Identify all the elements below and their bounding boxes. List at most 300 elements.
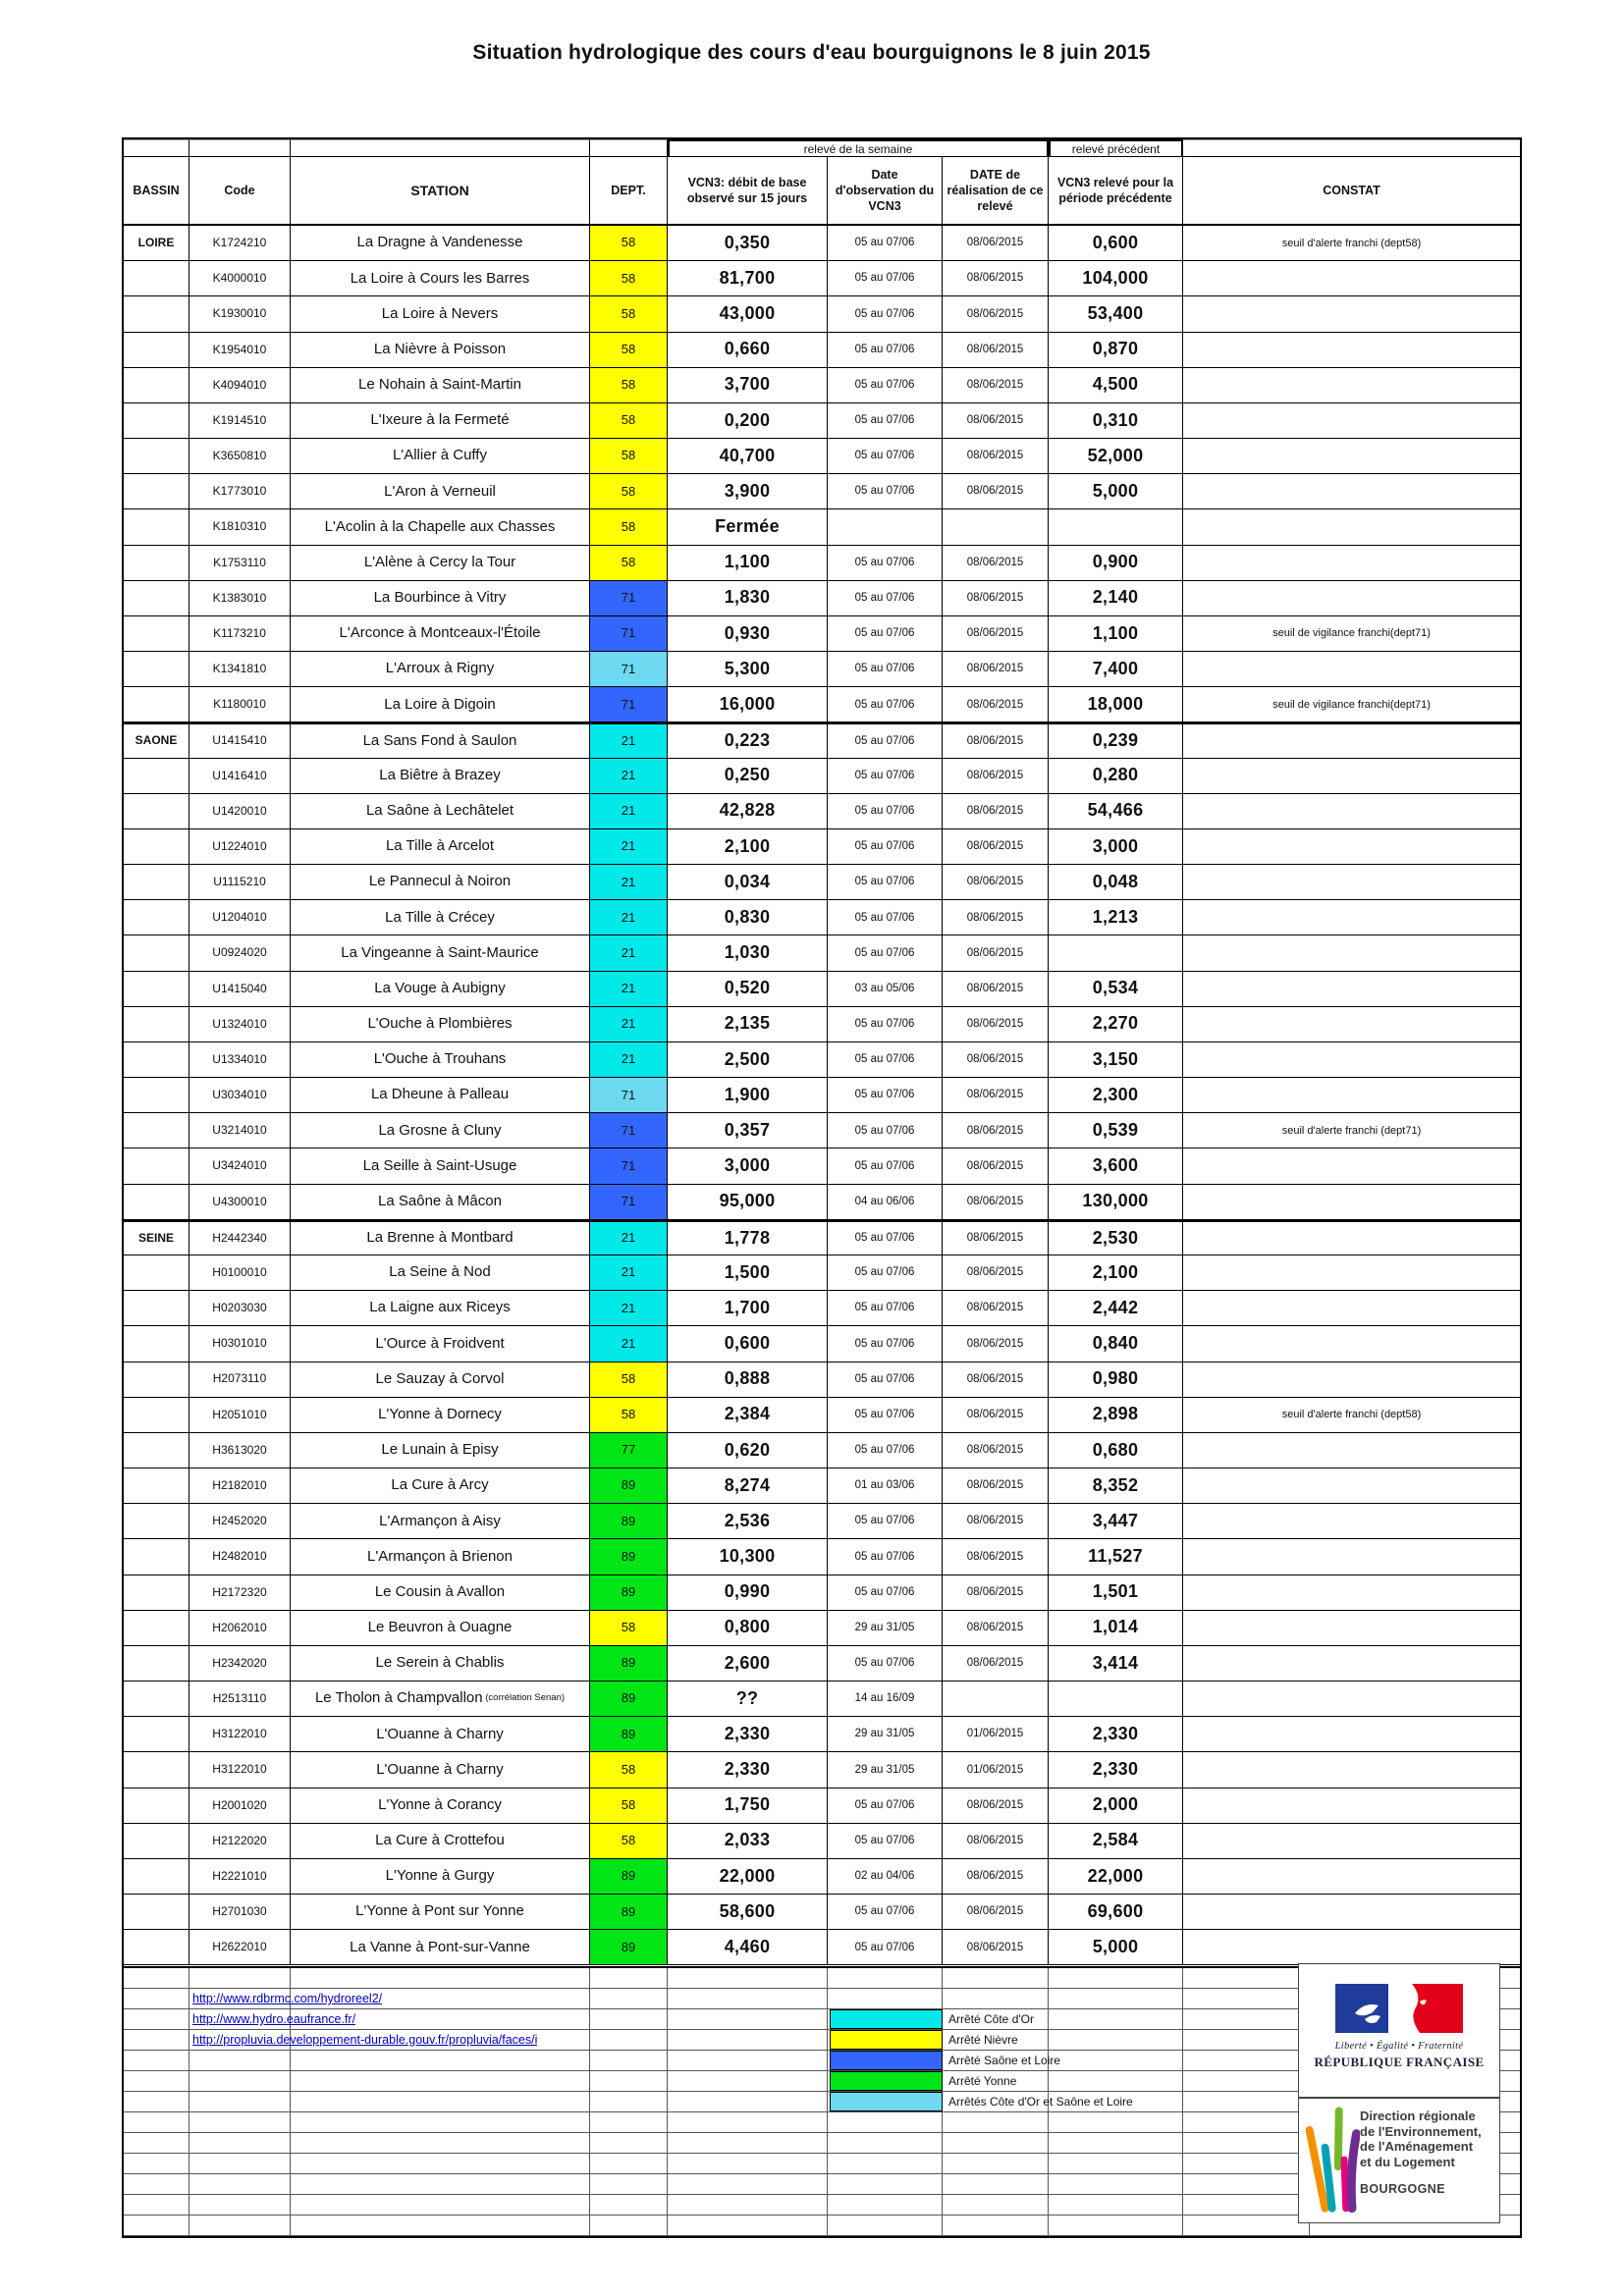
vcn3-value: 1,100 [668, 546, 828, 581]
dept-badge: 58 [590, 1611, 668, 1646]
obs-date-cell: 01 au 03/06 [828, 1468, 943, 1504]
real-date-cell: 08/06/2015 [943, 1575, 1049, 1611]
footer-cell [124, 2154, 189, 2174]
dept-badge: 89 [590, 1539, 668, 1575]
station-cell: La Vingeanne à Saint-Maurice [291, 935, 590, 971]
vcn3-value: 2,500 [668, 1042, 828, 1078]
link-propluvia[interactable]: http://propluvia.developpement-durable.gouv.fr/propluvia/faces/i [192, 2033, 538, 2047]
station-note: (corrélation Senan) [482, 1692, 566, 1704]
obs-date-cell: 05 au 07/06 [828, 226, 943, 261]
constat-cell [1183, 1895, 1520, 1930]
french-flag-marianne-icon [1325, 1984, 1473, 2033]
constat-cell: seuil d'alerte franchi (dept58) [1183, 226, 1520, 261]
footer-cell [828, 2195, 943, 2216]
vcn3-prev-value: 0,280 [1049, 759, 1183, 794]
vcn3-prev-value: 0,680 [1049, 1433, 1183, 1468]
bassin-cell [124, 1646, 189, 1682]
band-cell [124, 139, 189, 157]
obs-date-cell: 05 au 07/06 [828, 1539, 943, 1575]
vcn3-prev-value [1049, 935, 1183, 971]
constat-cell [1183, 1007, 1520, 1042]
footer-cell [668, 2154, 828, 2174]
vcn3-value: 1,030 [668, 935, 828, 971]
vcn3-value: 2,033 [668, 1824, 828, 1859]
dreal-title-line: et du Logement [1360, 2154, 1455, 2169]
code-cell: H0203030 [189, 1291, 291, 1326]
hydrology-table [122, 137, 1522, 1968]
code-cell: H2482010 [189, 1539, 291, 1575]
real-date-cell: 08/06/2015 [943, 972, 1049, 1007]
constat-cell [1183, 1752, 1520, 1788]
real-date-cell: 08/06/2015 [943, 900, 1049, 935]
bassin-cell [124, 1398, 189, 1433]
real-date-cell: 08/06/2015 [943, 794, 1049, 829]
vcn3-prev-value: 2,330 [1049, 1717, 1183, 1752]
code-cell: K1341810 [189, 652, 291, 687]
vcn3-value: 0,200 [668, 403, 828, 439]
real-date-cell: 08/06/2015 [943, 1895, 1049, 1930]
vcn3-value: 3,000 [668, 1148, 828, 1184]
obs-date-cell: 05 au 07/06 [828, 759, 943, 794]
vcn3-prev-value: 11,527 [1049, 1539, 1183, 1575]
obs-date-cell: 05 au 07/06 [828, 616, 943, 652]
obs-date-cell: 05 au 07/06 [828, 1078, 943, 1113]
station-cell: La Saône à Mâcon [291, 1185, 590, 1220]
station-cell: L'Yonne à Pont sur Yonne [291, 1895, 590, 1930]
station-cell: Le Tholon à Champvallon (corrélation Senan) [291, 1682, 590, 1717]
vcn3-value: 0,600 [668, 1326, 828, 1362]
station-cell: Le Serein à Chablis [291, 1646, 590, 1682]
footer-cell [1049, 2009, 1183, 2030]
footer-cell [828, 2112, 943, 2133]
obs-date-cell: 05 au 07/06 [828, 1007, 943, 1042]
obs-date-cell: 05 au 07/06 [828, 368, 943, 403]
constat-cell: seuil d'alerte franchi (dept58) [1183, 1398, 1520, 1433]
constat-cell [1183, 1824, 1520, 1859]
footer-cell [1183, 2009, 1310, 2030]
station-cell: La Laigne aux Riceys [291, 1291, 590, 1326]
bassin-cell [124, 1148, 189, 1184]
constat-cell [1183, 900, 1520, 935]
obs-date-cell: 05 au 07/06 [828, 935, 943, 971]
vcn3-value: 0,660 [668, 333, 828, 368]
footer-cell [590, 2009, 668, 2030]
footer-cell [668, 2112, 828, 2133]
footer-cell [943, 2133, 1049, 2154]
station-cell: La Brenne à Montbard [291, 1220, 590, 1255]
vcn3-prev-value: 104,000 [1049, 261, 1183, 296]
dept-badge: 58 [590, 333, 668, 368]
footer-cell [189, 2195, 291, 2216]
bassin-cell [124, 1291, 189, 1326]
real-date-cell: 08/06/2015 [943, 474, 1049, 509]
station-cell: Le Beuvron à Ouagne [291, 1611, 590, 1646]
vcn3-prev-value: 0,539 [1049, 1113, 1183, 1148]
dreal-title-line: Direction régionale [1360, 2109, 1476, 2123]
constat-cell [1183, 1789, 1520, 1824]
footer-cell [124, 2071, 189, 2092]
code-cell: H2001020 [189, 1789, 291, 1824]
obs-date-cell: 05 au 07/06 [828, 1148, 943, 1184]
constat-cell [1183, 1468, 1520, 1504]
footer-cell [124, 2112, 189, 2133]
real-date-cell: 08/06/2015 [943, 1859, 1049, 1895]
bassin-cell [124, 1078, 189, 1113]
vcn3-value: 2,135 [668, 1007, 828, 1042]
vcn3-value: 0,223 [668, 722, 828, 758]
vcn3-value: 0,800 [668, 1611, 828, 1646]
real-date-cell: 08/06/2015 [943, 1433, 1049, 1468]
constat-cell [1183, 1291, 1520, 1326]
vcn3-prev-value: 2,100 [1049, 1255, 1183, 1291]
real-date-cell: 08/06/2015 [943, 1291, 1049, 1326]
obs-date-cell: 05 au 07/06 [828, 1113, 943, 1148]
code-cell: U0924020 [189, 935, 291, 971]
dept-badge: 58 [590, 261, 668, 296]
footer-cell [590, 2154, 668, 2174]
constat-cell [1183, 333, 1520, 368]
station-cell: L'Alène à Cercy la Tour [291, 546, 590, 581]
dept-badge: 21 [590, 1255, 668, 1291]
dept-badge: 21 [590, 865, 668, 900]
dept-badge: 58 [590, 546, 668, 581]
station-cell: La Tille à Crécey [291, 900, 590, 935]
vcn3-prev-value: 54,466 [1049, 794, 1183, 829]
dreal-bourgogne-logo [1298, 2098, 1500, 2223]
footer-cell [668, 2133, 828, 2154]
vcn3-prev-value: 2,000 [1049, 1789, 1183, 1824]
dept-badge: 21 [590, 1326, 668, 1362]
station-cell: Le Nohain à Saint-Martin [291, 368, 590, 403]
real-date-cell [943, 509, 1049, 545]
footer-cell [590, 1968, 668, 1989]
obs-date-cell: 05 au 07/06 [828, 794, 943, 829]
bassin-cell [124, 1717, 189, 1752]
dept-badge: 77 [590, 1433, 668, 1468]
obs-date-cell: 05 au 07/06 [828, 581, 943, 616]
obs-date-cell: 29 au 31/05 [828, 1611, 943, 1646]
station-cell: L'Ouanne à Charny [291, 1717, 590, 1752]
dept-badge: 21 [590, 900, 668, 935]
constat-cell [1183, 1078, 1520, 1113]
bassin-cell [124, 1859, 189, 1895]
real-date-cell: 08/06/2015 [943, 1398, 1049, 1433]
station-cell: Le Pannecul à Noiron [291, 865, 590, 900]
code-cell: H2073110 [189, 1362, 291, 1398]
dept-badge: 71 [590, 1078, 668, 1113]
station-cell: L'Yonne à Corancy [291, 1789, 590, 1824]
footer-cell [668, 2030, 828, 2051]
vcn3-value: 0,990 [668, 1575, 828, 1611]
footer-cell [189, 2051, 291, 2071]
constat-cell [1183, 1575, 1520, 1611]
constat-cell [1183, 1646, 1520, 1682]
station-cell: La Sans Fond à Saulon [291, 722, 590, 758]
footer-cell [1049, 2195, 1183, 2216]
vcn3-prev-value: 3,600 [1049, 1148, 1183, 1184]
vcn3-value: 0,034 [668, 865, 828, 900]
vcn3-prev-value: 0,239 [1049, 722, 1183, 758]
code-cell: K4000010 [189, 261, 291, 296]
dept-badge: 71 [590, 1148, 668, 1184]
footer-cell [668, 2195, 828, 2216]
bassin-cell [124, 1113, 189, 1148]
footer-cell [291, 2195, 590, 2216]
footer-cell [1049, 2174, 1183, 2195]
obs-date-cell: 05 au 07/06 [828, 687, 943, 722]
footer-cell [943, 2112, 1049, 2133]
vcn3-prev-value: 8,352 [1049, 1468, 1183, 1504]
vcn3-value: 42,828 [668, 794, 828, 829]
footer-cell [291, 2071, 590, 2092]
footer-cell [1049, 2051, 1183, 2071]
footer-cell [943, 2154, 1049, 2174]
obs-date-cell: 05 au 07/06 [828, 439, 943, 474]
vcn3-prev-value: 2,530 [1049, 1220, 1183, 1255]
real-date-cell: 08/06/2015 [943, 333, 1049, 368]
republic-text: RÉPUBLIQUE FRANÇAISE [1314, 2055, 1485, 2069]
vcn3-value: 2,536 [668, 1504, 828, 1539]
code-cell: K1383010 [189, 581, 291, 616]
real-date-cell: 08/06/2015 [943, 1185, 1049, 1220]
constat-cell [1183, 722, 1520, 758]
footer-cell [189, 2071, 291, 2092]
code-cell: U1420010 [189, 794, 291, 829]
code-cell: U1204010 [189, 900, 291, 935]
dept-badge: 71 [590, 581, 668, 616]
vcn3-value: 2,600 [668, 1646, 828, 1682]
station-cell: La Loire à Nevers [291, 296, 590, 332]
code-cell: K1180010 [189, 687, 291, 722]
footer-cell [1183, 2092, 1310, 2112]
code-cell: H3122010 [189, 1717, 291, 1752]
footer-cell [291, 2133, 590, 2154]
dept-badge: 21 [590, 972, 668, 1007]
footer-cell [590, 2092, 668, 2112]
obs-date-cell: 05 au 07/06 [828, 546, 943, 581]
dept-badge: 58 [590, 368, 668, 403]
legend-swatch-yonne [830, 2071, 943, 2091]
vcn3-value: 1,830 [668, 581, 828, 616]
footer-cell [124, 2009, 189, 2030]
real-date-cell: 08/06/2015 [943, 581, 1049, 616]
bassin-cell [124, 900, 189, 935]
real-date-cell: 08/06/2015 [943, 403, 1049, 439]
bassin-cell [124, 333, 189, 368]
footer-cell [668, 2051, 828, 2071]
code-cell: U1415410 [189, 722, 291, 758]
footer-cell [828, 2133, 943, 2154]
dept-badge: 21 [590, 794, 668, 829]
code-cell: K1773010 [189, 474, 291, 509]
dept-badge: 89 [590, 1859, 668, 1895]
obs-date-cell: 05 au 07/06 [828, 900, 943, 935]
footer-cell [668, 2216, 828, 2236]
obs-date-cell [828, 509, 943, 545]
dept-badge: 58 [590, 1789, 668, 1824]
bassin-cell: SAONE [124, 722, 189, 758]
code-cell: K4094010 [189, 368, 291, 403]
bassin-cell [124, 509, 189, 545]
constat-cell: seuil de vigilance franchi(dept71) [1183, 687, 1520, 722]
code-cell: K1914510 [189, 403, 291, 439]
real-date-cell: 08/06/2015 [943, 1148, 1049, 1184]
real-date-cell: 08/06/2015 [943, 722, 1049, 758]
real-date-cell: 08/06/2015 [943, 439, 1049, 474]
bassin-cell [124, 1930, 189, 1965]
constat-cell [1183, 759, 1520, 794]
constat-cell: seuil d'alerte franchi (dept71) [1183, 1113, 1520, 1148]
footer-cell [668, 1968, 828, 1989]
code-cell: H2442340 [189, 1220, 291, 1255]
vcn3-prev-value: 1,501 [1049, 1575, 1183, 1611]
dept-badge: 21 [590, 829, 668, 865]
bassin-cell: LOIRE [124, 226, 189, 261]
footer-cell [189, 2092, 291, 2112]
vcn3-prev-value: 2,898 [1049, 1398, 1183, 1433]
footer-cell [590, 2174, 668, 2195]
band-cell [189, 139, 291, 157]
bassin-cell [124, 1326, 189, 1362]
footer-cell [1183, 2071, 1310, 2092]
vcn3-value: 0,830 [668, 900, 828, 935]
dreal-title-line: de l'Aménagement [1360, 2139, 1474, 2154]
obs-date-cell: 05 au 07/06 [828, 1326, 943, 1362]
legend-label: Arrêté Nièvre [948, 2033, 1018, 2047]
code-cell: H0100010 [189, 1255, 291, 1291]
bassin-cell [124, 1504, 189, 1539]
station-cell: L'Ource à Froidvent [291, 1326, 590, 1362]
vcn3-prev-value: 52,000 [1049, 439, 1183, 474]
code-cell: H0301010 [189, 1326, 291, 1362]
obs-date-cell: 05 au 07/06 [828, 1789, 943, 1824]
obs-date-cell: 05 au 07/06 [828, 1930, 943, 1965]
footer-cell [1049, 2154, 1183, 2174]
col-header-dept: DEPT. [590, 157, 668, 226]
real-date-cell: 08/06/2015 [943, 1930, 1049, 1965]
real-date-cell: 08/06/2015 [943, 1646, 1049, 1682]
bassin-cell [124, 759, 189, 794]
vcn3-value: 8,274 [668, 1468, 828, 1504]
station-cell: L'Ouche à Plombières [291, 1007, 590, 1042]
station-cell: La Tille à Arcelot [291, 829, 590, 865]
constat-cell [1183, 368, 1520, 403]
footer-cell [291, 2154, 590, 2174]
footer-cell [291, 2092, 590, 2112]
legend-label: Arrêté Côte d'Or [948, 2012, 1034, 2026]
code-cell: H2221010 [189, 1859, 291, 1895]
bassin-cell [124, 1824, 189, 1859]
footer-cell [828, 1989, 943, 2009]
constat-cell [1183, 546, 1520, 581]
real-date-cell: 08/06/2015 [943, 1611, 1049, 1646]
constat-cell [1183, 1362, 1520, 1398]
page-title: Situation hydrologique des cours d'eau bourguignons le 8 juin 2015 [472, 41, 1151, 64]
vcn3-prev-value: 2,584 [1049, 1824, 1183, 1859]
code-cell: U1415040 [189, 972, 291, 1007]
bassin-cell [124, 687, 189, 722]
legend-swatch-saone-et-loire [830, 2051, 943, 2070]
station-cell: L'Arconce à Montceaux-l'Étoile [291, 616, 590, 652]
footer-cell [124, 2051, 189, 2071]
vcn3-value: 22,000 [668, 1859, 828, 1895]
bassin-cell [124, 865, 189, 900]
station-cell: La Vanne à Pont-sur-Vanne [291, 1930, 590, 1965]
constat-cell [1183, 403, 1520, 439]
station-cell: La Saône à Lechâtelet [291, 794, 590, 829]
footer-cell [189, 2216, 291, 2236]
obs-date-cell: 05 au 07/06 [828, 1291, 943, 1326]
bassin-cell [124, 1007, 189, 1042]
bassin-cell [124, 296, 189, 332]
bassin-cell [124, 794, 189, 829]
bassin-cell [124, 1539, 189, 1575]
obs-date-cell: 02 au 04/06 [828, 1859, 943, 1895]
vcn3-value: Fermée [668, 509, 828, 545]
constat-cell [1183, 1255, 1520, 1291]
station-cell: L'Yonne à Gurgy [291, 1859, 590, 1895]
code-cell: H3122010 [189, 1752, 291, 1788]
code-cell: U1324010 [189, 1007, 291, 1042]
obs-date-cell: 03 au 05/06 [828, 972, 943, 1007]
obs-date-cell: 05 au 07/06 [828, 1042, 943, 1078]
code-cell: U1115210 [189, 865, 291, 900]
code-cell: H2513110 [189, 1682, 291, 1717]
footer-cell [1183, 1968, 1310, 1989]
station-cell: L'Ouanne à Charny [291, 1752, 590, 1788]
obs-date-cell: 05 au 07/06 [828, 1504, 943, 1539]
group-header-previous: relevé précédent [1049, 139, 1183, 157]
vcn3-prev-value: 4,500 [1049, 368, 1183, 403]
constat-cell [1183, 1539, 1520, 1575]
dept-badge: 58 [590, 1752, 668, 1788]
code-cell: U1224010 [189, 829, 291, 865]
footer-cell [668, 1989, 828, 2009]
real-date-cell: 08/06/2015 [943, 1468, 1049, 1504]
real-date-cell: 08/06/2015 [943, 226, 1049, 261]
vcn3-prev-value: 69,600 [1049, 1895, 1183, 1930]
constat-cell [1183, 652, 1520, 687]
code-cell: U3424010 [189, 1148, 291, 1184]
vcn3-value: 1,900 [668, 1078, 828, 1113]
dept-badge: 21 [590, 1220, 668, 1255]
dept-badge: 89 [590, 1930, 668, 1965]
footer-cell [189, 2174, 291, 2195]
real-date-cell: 08/06/2015 [943, 1824, 1049, 1859]
vcn3-value: 43,000 [668, 296, 828, 332]
vcn3-prev-value: 0,600 [1049, 226, 1183, 261]
link-eaufrance[interactable]: http://www.hydro.eaufrance.fr/ [192, 2012, 356, 2026]
col-header-bassin: BASSIN [124, 157, 189, 226]
vcn3-prev-value: 1,100 [1049, 616, 1183, 652]
bassin-cell [124, 403, 189, 439]
footer-cell [590, 1989, 668, 2009]
constat-cell [1183, 1859, 1520, 1895]
constat-cell [1183, 261, 1520, 296]
vcn3-prev-value: 18,000 [1049, 687, 1183, 722]
vcn3-prev-value: 2,270 [1049, 1007, 1183, 1042]
vcn3-value: 1,500 [668, 1255, 828, 1291]
link-hydroreel[interactable]: http://www.rdbrmc.com/hydroreel2/ [192, 1992, 383, 2005]
bassin-cell [124, 829, 189, 865]
vcn3-prev-value: 3,447 [1049, 1504, 1183, 1539]
vcn3-value: 2,384 [668, 1398, 828, 1433]
footer-cell [943, 2195, 1049, 2216]
bassin-cell [124, 1362, 189, 1398]
footer-cell [1183, 2195, 1310, 2216]
code-cell: K1954010 [189, 333, 291, 368]
real-date-cell: 01/06/2015 [943, 1717, 1049, 1752]
